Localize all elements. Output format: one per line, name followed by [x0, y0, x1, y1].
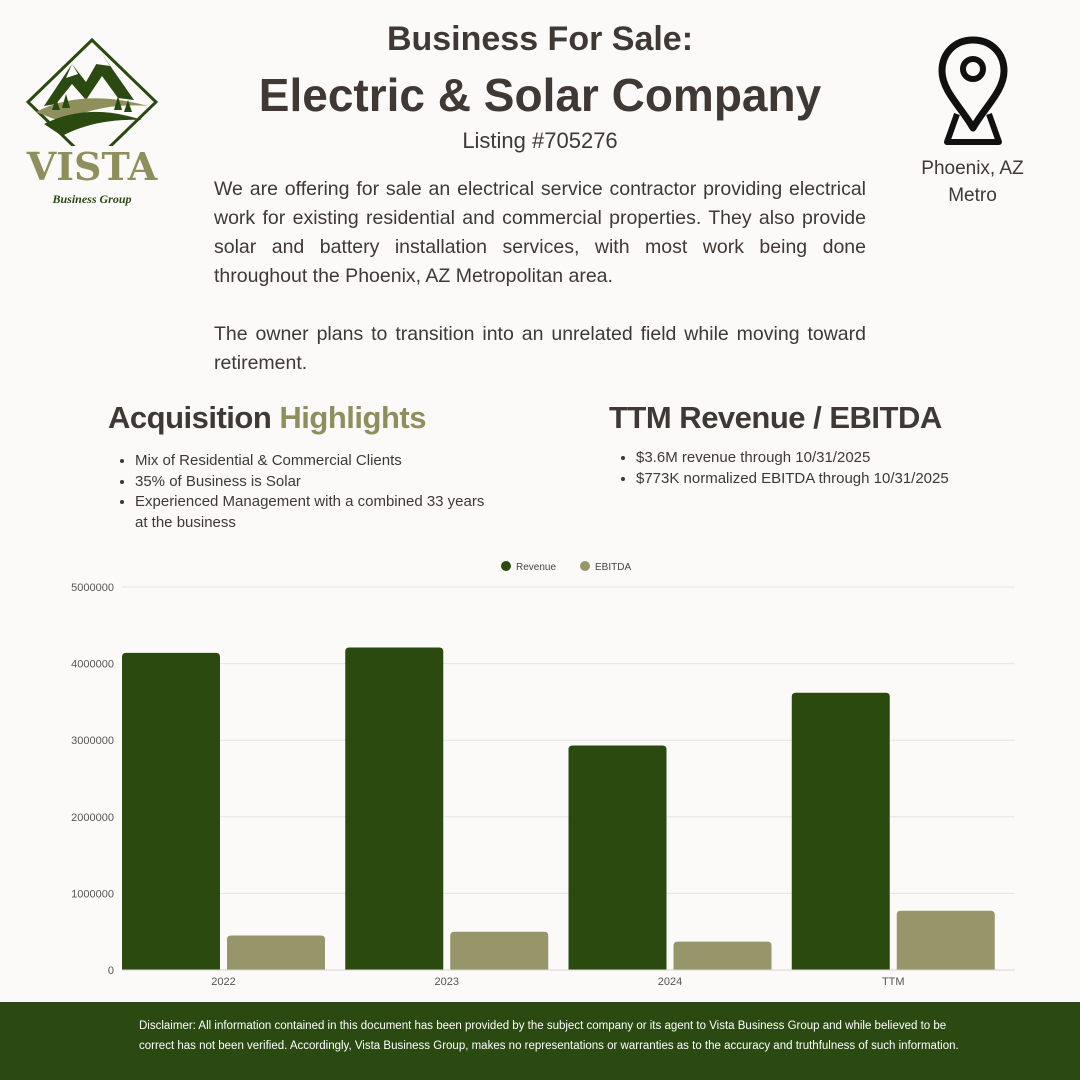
- list-item: • Experienced Management with a combined 33 years at the business: [135, 492, 495, 533]
- listing-number: Listing #705276: [462, 128, 618, 153]
- legend-label-revenue: Revenue: [516, 562, 557, 573]
- x-tick-label: 2023: [434, 976, 459, 988]
- y-tick-label: 5000000: [71, 582, 114, 594]
- ttm-list: [609, 448, 1056, 489]
- y-tick-label: 0: [107, 965, 114, 977]
- legend-label-ebitda: EBITDA: [595, 562, 632, 573]
- x-tick-label: 2024: [657, 976, 683, 988]
- highlights-list: [108, 451, 495, 533]
- bar-revenue-2023: [345, 648, 443, 970]
- highlights-title-part1: Acquisition: [108, 400, 272, 435]
- pre-title: Business For Sale:: [386, 20, 694, 58]
- bar-revenue-2022: [122, 653, 220, 970]
- bar-ebitda-ttm: [897, 911, 995, 970]
- bar-revenue-2024: [569, 746, 667, 970]
- legend-swatch-ebitda: [580, 561, 590, 571]
- logo-wordmark: VISTA: [26, 144, 158, 189]
- location-block: [905, 36, 1040, 209]
- highlights-title-part2: Highlights: [279, 400, 426, 435]
- y-tick-label: 1000000: [71, 888, 114, 901]
- bar-ebitda-2023: [450, 932, 548, 970]
- bar-revenue-ttm: [792, 693, 890, 970]
- x-tick-label: TTM: [881, 976, 905, 988]
- y-tick-label: 2000000: [71, 811, 114, 824]
- bar-ebitda-2022: [227, 936, 325, 970]
- location-line-1: Phoenix, AZ: [921, 158, 1024, 179]
- description-paragraph-1: We are offering for sale an electrical service contractor providing electrical work for existing residential and commercial properties. They also provide solar and battery installation services, with most work being done throughout the Phoenix, AZ Metropolitan area.: [214, 178, 866, 287]
- list-item: • $3.6M revenue through 10/31/2025: [636, 448, 1056, 469]
- logo-subtitle: Business Group: [52, 192, 132, 206]
- list-item: • $773K normalized EBITDA through 10/31/2025: [636, 469, 1056, 490]
- footer: [0, 1002, 1080, 1080]
- location-line-2: Metro: [948, 185, 997, 206]
- y-tick-label: 4000000: [71, 658, 114, 671]
- list-item: • Mix of Residential & Commercial Clients: [135, 451, 495, 472]
- list-item: • 35% of Business is Solar: [135, 472, 495, 493]
- bar-ebitda-2024: [674, 942, 772, 970]
- highlights-title: [108, 400, 426, 436]
- business-description: [214, 175, 866, 407]
- vista-logo: [22, 36, 162, 211]
- description-paragraph-2: The owner plans to transition into an unrelated field while moving toward retirement.: [214, 323, 866, 374]
- y-tick-label: 3000000: [71, 735, 114, 748]
- disclaimer-text: Disclaimer: All information contained in this document has been provided by the subject company or its agent to Vista Business Group and while believed to be correct has not been verified. Accordingly, Vista Business Group, makes no representations or warranties as to the accuracy and truthfulness of such information.: [139, 1020, 959, 1052]
- bar-chart: [0, 550, 1080, 1000]
- revenue-ebitda-chart: [0, 550, 1080, 1000]
- page-title: Electric & Solar Company: [258, 69, 822, 121]
- mountain-logo-icon: [22, 36, 162, 146]
- legend-swatch-revenue: [501, 561, 511, 571]
- map-pin-icon: [937, 36, 1009, 148]
- x-tick-label: 2022: [211, 976, 236, 988]
- ttm-title: TTM Revenue / EBITDA: [609, 400, 942, 435]
